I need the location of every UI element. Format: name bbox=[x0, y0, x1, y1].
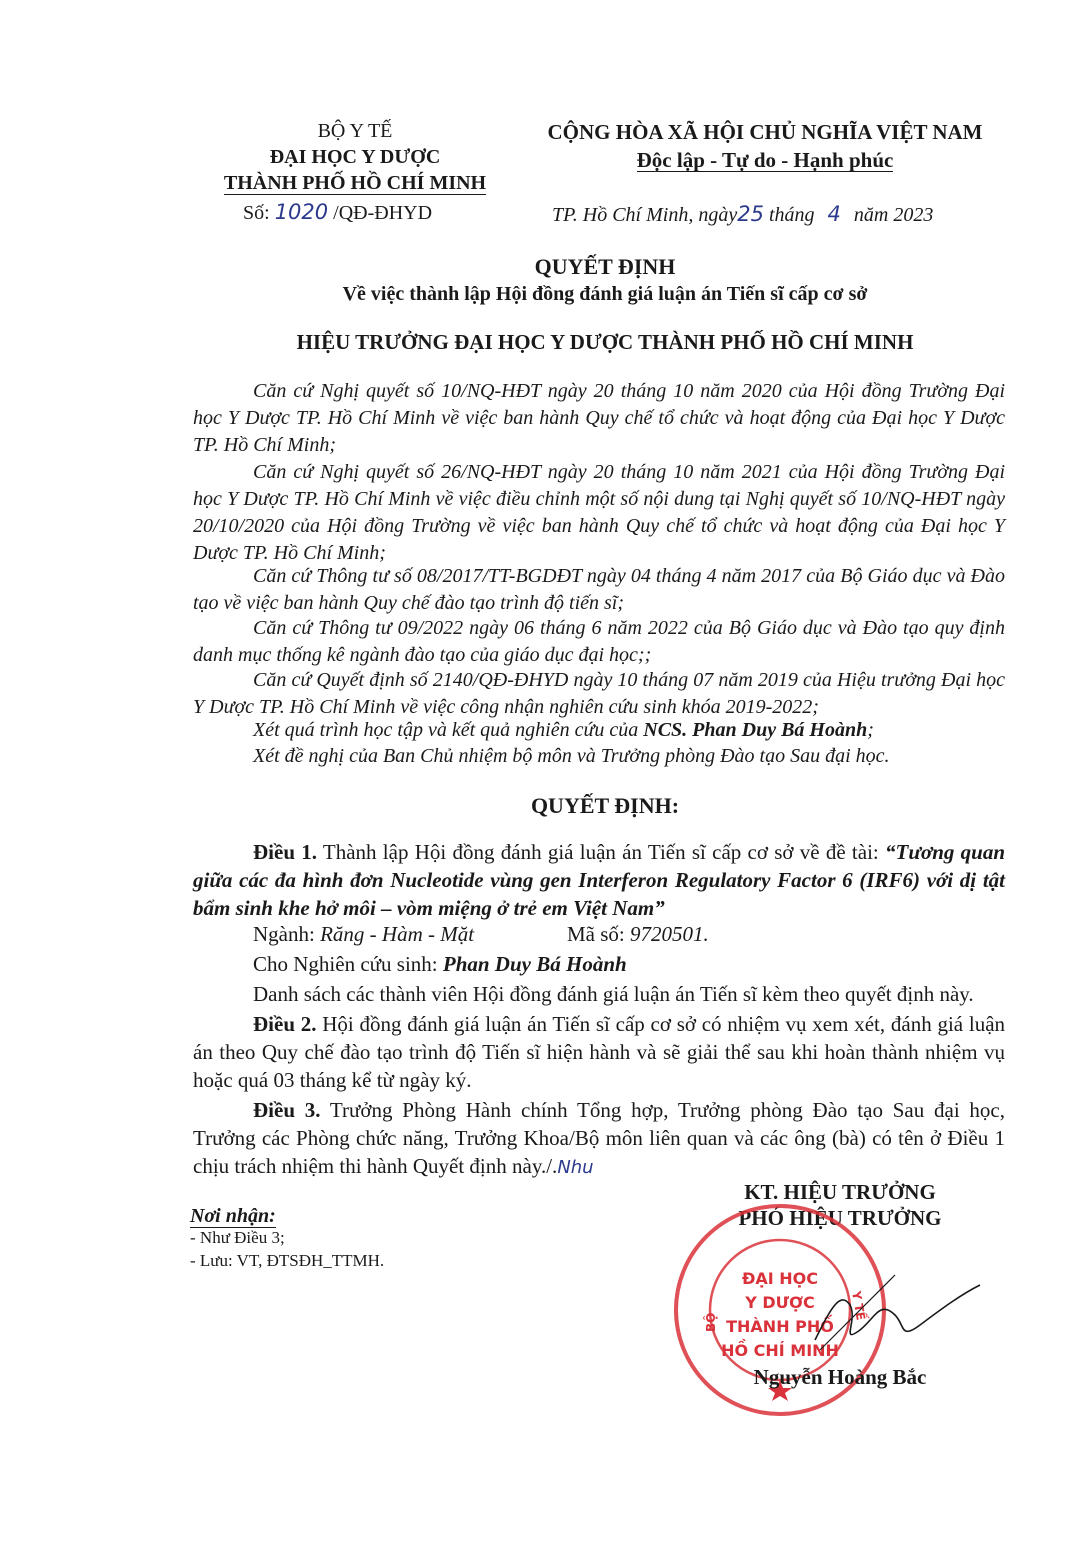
article-1-text: Thành lập Hội đồng đánh giá luận án Tiến sĩ cấp cơ sở về đề tài: bbox=[317, 840, 886, 864]
number-suffix: /QĐ-ĐHYD bbox=[333, 202, 433, 224]
number-prefix: Số: bbox=[243, 202, 270, 224]
preamble-item: Căn cứ Nghị quyết số 26/NQ-HĐT ngày 20 tháng 10 năm 2021 của Hội đồng Trường Đại học Y Dược TP. Hồ Chí Minh về việc điều chỉnh một số nội dung tại Nghị quyết số 10/NQ-HĐT ngày 20/10/2020 của Hội đồng Trường về việc ban hành Quy chế tổ chức và hoạt động của Đại học Y Dược TP. Hồ Chí Minh; bbox=[193, 461, 1005, 564]
stamp-line2: Y DƯỢC bbox=[745, 1293, 815, 1312]
decision-heading: QUYẾT ĐỊNH: bbox=[530, 793, 680, 818]
stamp-line1: ĐẠI HỌC bbox=[741, 1269, 819, 1288]
issue-date bbox=[552, 202, 933, 227]
preamble-item: Căn cứ Nghị quyết số 10/NQ-HĐT ngày 20 tháng 10 năm 2020 của Hội đồng Trường Đại học Y Dược TP. Hồ Chí Minh về việc ban hành Quy chế tổ chức và hoạt động của Đại học Y Dược TP. Hồ Chí Minh; bbox=[193, 380, 1005, 456]
preamble-item: Căn cứ Thông tư số 08/2017/TT-BGDĐT ngày 04 tháng 4 năm 2017 của Bộ Giáo dục và Đào tạo về việc ban hành Quy chế đào tạo trình độ tiến sĩ; bbox=[193, 565, 1005, 614]
code-label: Mã số: bbox=[567, 922, 630, 946]
article-3-label: Điều 3. bbox=[253, 1098, 321, 1122]
thesis-topic: “Tương quan giữa các đa hình đơn Nucleotide vùng gen Interferon Regulatory Factor 6 (IRF6) với dị tật bẩm sinh khe hở môi – vòm miệng ở trẻ em Việt Nam” bbox=[193, 840, 1006, 920]
article-2-text: Hội đồng đánh giá luận án Tiến sĩ cấp cơ sở có nhiệm vụ xem xét, đánh giá luận án theo Quy chế đào tạo trình độ Tiến sĩ hiện hành và sẽ giải thể sau khi hoàn thành nhiệm vụ hoặc quá 03 tháng kể từ ngày ký. bbox=[193, 1012, 1006, 1092]
document-number bbox=[243, 200, 432, 225]
recipients-heading-text: Nơi nhận: bbox=[190, 1205, 276, 1227]
recipient-item: - Như Điều 3; bbox=[190, 1228, 285, 1247]
recipients-heading bbox=[190, 1205, 276, 1228]
handwritten-signature bbox=[800, 1270, 990, 1360]
major-label: Ngành: bbox=[253, 922, 321, 946]
article-3 bbox=[193, 1096, 1005, 1182]
date-month-label: tháng bbox=[768, 204, 815, 226]
on-behalf-title: KT. HIỆU TRƯỞNG bbox=[744, 1180, 936, 1204]
ministry-name: BỘ Y TẾ bbox=[317, 120, 393, 142]
stamp-line4: HỒ CHÍ MINH bbox=[721, 1341, 839, 1360]
preamble-item: Căn cứ Quyết định số 2140/QĐ-ĐHYD ngày 10 tháng 07 năm 2019 của Hiệu trưởng Đại học Y Dược TP. Hồ Chí Minh về việc công nhận nghiên cứu sinh khóa 2019-2022; bbox=[193, 669, 1005, 718]
date-day: 25 bbox=[737, 202, 764, 226]
consider-student bbox=[193, 717, 1005, 744]
student-name-inline: NCS. Phan Duy Bá Hoành bbox=[643, 719, 868, 741]
article-1-label: Điều 1. bbox=[253, 840, 318, 864]
signer-name: Nguyễn Hoàng Bắc bbox=[753, 1365, 927, 1389]
stamp-side-right: Y TẾ bbox=[849, 1290, 868, 1322]
decision-title: QUYẾT ĐỊNH bbox=[534, 254, 676, 279]
number-handwritten: 1020 bbox=[274, 200, 329, 224]
motto bbox=[525, 148, 1005, 173]
code-value: 9720501. bbox=[630, 922, 709, 946]
university-line2 bbox=[190, 172, 520, 195]
decision-subtitle: Về việc thành lập Hội đồng đánh giá luận án Tiến sĩ cấp cơ sở bbox=[342, 283, 868, 305]
consider-prefix: Xét quá trình học tập và kết quả nghiên cứu của bbox=[253, 719, 644, 741]
university-line2-text: THÀNH PHỐ HỒ CHÍ MINH bbox=[223, 172, 487, 194]
preamble-item: Căn cứ Thông tư 09/2022 ngày 06 tháng 6 năm 2022 của Bộ Giáo dục và Đào tạo quy định danh mục thống kê ngành đào tạo của giáo dục đại học;; bbox=[193, 617, 1005, 666]
signer-position: PHÓ HIỆU TRƯỞNG bbox=[738, 1206, 942, 1230]
country-name: CỘNG HÒA XÃ HỘI CHỦ NGHĨA VIỆT NAM bbox=[547, 120, 983, 144]
major-value: Răng - Hàm - Mặt bbox=[320, 922, 475, 946]
handwritten-initial: Nhu bbox=[557, 1157, 594, 1178]
issuing-authority: HIỆU TRƯỞNG ĐẠI HỌC Y DƯỢC THÀNH PHỐ HỒ CHÍ MINH bbox=[296, 330, 914, 354]
student-name: Phan Duy Bá Hoành bbox=[442, 952, 627, 976]
consider-suffix: ; bbox=[867, 719, 874, 741]
article-2 bbox=[193, 1010, 1005, 1094]
date-year: năm 2023 bbox=[853, 204, 934, 226]
student-line bbox=[253, 952, 627, 977]
article-2-label: Điều 2. bbox=[253, 1012, 317, 1036]
stamp-line3: THÀNH PHỐ bbox=[726, 1317, 834, 1336]
date-month: 4 bbox=[827, 202, 841, 226]
code-line bbox=[567, 922, 709, 947]
members-note: Danh sách các thành viên Hội đồng đánh giá luận án Tiến sĩ kèm theo quyết định này. bbox=[253, 982, 974, 1006]
student-label: Cho Nghiên cứu sinh: bbox=[253, 952, 443, 976]
article-3-text: Trưởng Phòng Hành chính Tổng hợp, Trưởng phòng Đào tạo Sau đại học, Trưởng các Phòng chức năng, Trưởng Khoa/Bộ môn liên quan và các ông (bà) có tên ở Điều 1 chịu trách nhiệm thi hành Quyết định này./. bbox=[193, 1098, 1006, 1178]
major-line bbox=[253, 922, 474, 947]
recipient-item: - Lưu: VT, ĐTSĐH_TTMH. bbox=[190, 1251, 385, 1270]
date-prefix: TP. Hồ Chí Minh, ngày bbox=[552, 204, 738, 226]
stamp-side-left: BỘ bbox=[704, 1312, 718, 1332]
article-1 bbox=[193, 838, 1005, 922]
university-line1: ĐẠI HỌC Y DƯỢC bbox=[269, 146, 441, 168]
motto-text: Độc lập - Tự do - Hạnh phúc bbox=[636, 148, 894, 172]
consider-proposal: Xét đề nghị của Ban Chủ nhiệm bộ môn và Trưởng phòng Đào tạo Sau đại học. bbox=[253, 745, 890, 767]
